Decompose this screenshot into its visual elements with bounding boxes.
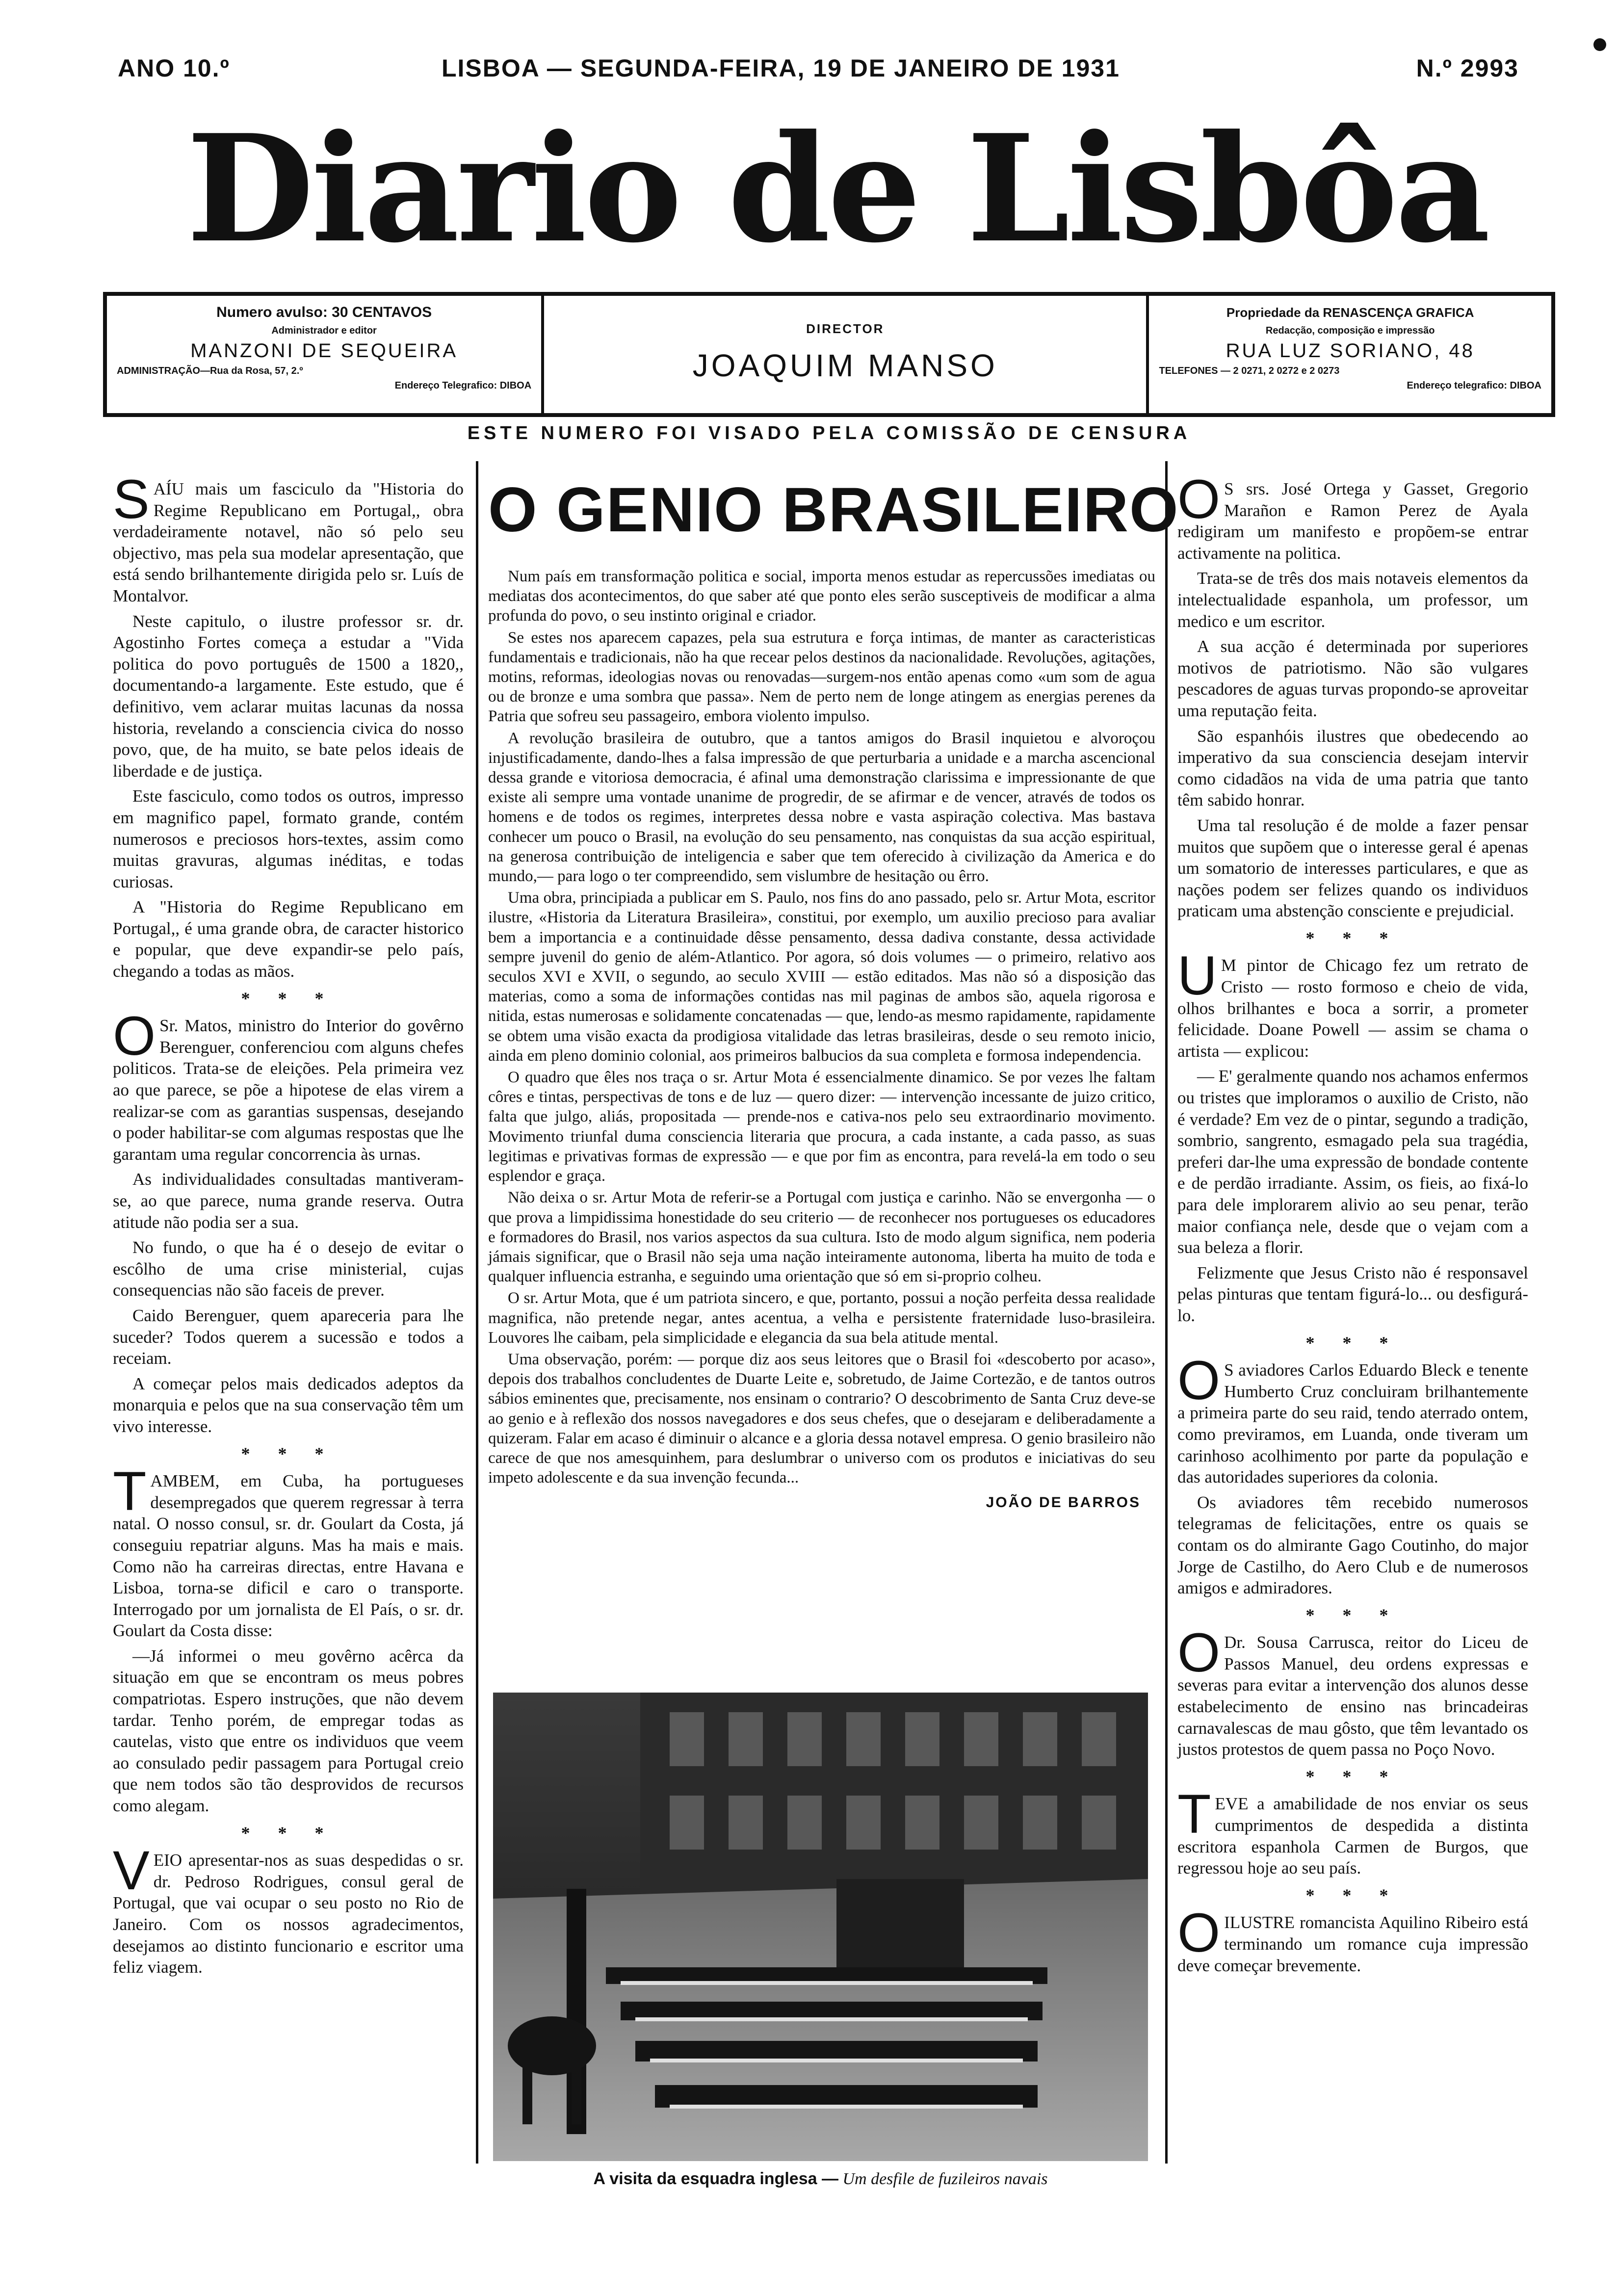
article-paragraph: Se estes nos aparecem capazes, pela sua estrutura e força intimas, de manter as caracteristicas fundamentais e tradicionais, não ha que recear pelos destinos da nacionalidade. Revoluções, agitações, motins, reformas, ideologias novas ou renovadas—surgem-nos então apenas como «um som de agua ou de bronze e uma sombra que passa». Nem de perto nem de longe atingem as energias perenes da Patria que sofreu seu passageiro, embora violento impulso.	[488, 628, 1155, 726]
news-photo	[493, 1693, 1148, 2161]
left-paragraph: No fundo, o que ha é o desejo de evitar o escôlho de uma crise ministerial, cujas consequencias não são faceis de prever.	[113, 1238, 464, 1300]
year-label: ANO 10.º	[118, 54, 230, 82]
right-paragraph: TEVE a amabilidade de nos enviar os seus cumprimentos de despedida a distinta escritora espanhola Carmen de Burgos, que regressou hoje ao seu país.	[1177, 1783, 1528, 1878]
article-signature: JOÃO DE BARROS	[986, 1494, 1141, 1511]
office-label: Redacção, composição e impressão	[1265, 325, 1435, 336]
caption-description: Um desfile de fuzileiros navais	[842, 2170, 1048, 2188]
info-middle	[541, 296, 1146, 413]
top-line	[118, 54, 1519, 88]
left-paragraph: Neste capitulo, o ilustre professor sr. dr. Agostinho Fortes começa a estudar a "Vida politica do povo português de 1500 a 1820,, documentando-a largamente. Este estudo, que é definitivo, vem aclarar muitas lacunas da nossa historia, revelando a consciencia civica do nosso povo, que, de ha muito, se bate pelos ideais de liberdade e de justiça.	[113, 611, 464, 781]
section-separator: * * *	[1305, 1885, 1400, 1905]
left-paragraph: OSr. Matos, ministro do Interior do govêrno Berenguer, conferenciou com alguns chefes politicos. Trata-se de eleições. Pela primeira vez ao que parece, se põe a hipotese de elas virem a realizar-se com as garantias suspensas, desejando o poder habilitar-se com algumas respostas que lhe garantam uma regular concorrencia às urnas.	[113, 1005, 464, 1164]
right-paragraph: Felizmente que Jesus Cristo não é responsavel pelas pinturas que tentam figurá-lo... ou desfigurá-lo.	[1177, 1263, 1528, 1325]
owner-line: Propriedade da RENASCENÇA GRAFICA	[1226, 305, 1474, 320]
ink-blot	[1593, 38, 1606, 51]
left-paragraph: SAÍU mais um fasciculo da "Historia do Regime Republicano em Portugal,, obra verdadeiramente notavel, não só pelo seu objectivo, mas pela sua modelar apresentação, que está sendo brilhantemente dirigida pelo sr. Luís de Montalvor.	[113, 469, 464, 605]
admin-name: MANZONI DE SEQUEIRA	[190, 340, 458, 362]
director-label: DIRECTOR	[806, 321, 885, 336]
left-paragraph: As individualidades consultadas mantiveram-se, ao que parece, numa grande reserva. Outra atitude não podia ser a sua.	[113, 1170, 464, 1232]
section-separator: * * *	[1305, 1332, 1400, 1353]
column-rule-left	[476, 461, 478, 2164]
dateline: LISBOA — SEGUNDA-FEIRA, 19 DE JANEIRO DE 1931	[442, 54, 1120, 82]
info-bar	[103, 292, 1555, 417]
article-paragraph: Uma obra, principiada a publicar em S. Paulo, nos fins do ano passado, pelo sr. Artur Mota, escritor ilustre, «Historia da Literatura Brasileira», constitui, por exemplo, um auxilio precioso para avaliar bem a importancia e a continuidade dêsse pensamento, dessa dadiva constante, dessa actividade sempre juvenil do genio de além-Atlantico. Por agora, só dois volumes — o primeiro, relativo aos seculos XVI e XVII, o segundo, ao seculo XVIII — estão editados. Mas não só a disposição das materias, como a soma de informações contidas nas mil paginas de ambos são, aquela rigorosa e nitida, estas numerosas e solidamente concatenadas — que, lendo-as mesmo rapidamente, rapidamente se obtem uma visão exacta da prodigiosa vitalidade das letras brasileiras, desde o seu remoto inicio, ainda em pleno dominio colonial, aos primeiros balbucios da sua completa e formosa independencia.	[488, 889, 1155, 1065]
article-paragraph: O quadro que êles nos traça o sr. Artur Mota é essencialmente dinamico. Se por vezes lhe faltam côres e tintas, perspectivas de tons e de luz — quero dizer: — intervenção incessante de juizo critico, falta que julgo, aliás, propositada — prende-nos e cativa-nos pelo seu extraordinario movimento. Movimento triunfal duma consciencia literaria que procura, a cada instante, a cada passo, as suas legitimas e privativas formas de expressão — e que por fim as encontra, para revelá-la em todo o seu esplendor e graça.	[488, 1069, 1155, 1185]
right-paragraph: UM pintor de Chicago fez um retrato de Cristo — rosto formoso e cheio de vida, olhos brilhantes e boca a sorrir, a prometer felicidade. Doane Powell — assim se chama o artista — explicou:	[1177, 945, 1528, 1061]
article-body	[488, 567, 1155, 1487]
left-column	[113, 469, 464, 1982]
article-paragraph: Uma observação, porém: — porque diz aos seus leitores que o Brasil foi «descoberto por acaso», depois dos trabalhos concludentes de Duarte Leite e, sobretudo, de Jaime Cortezão, e de tantos outros sábios eminentes que, precisamente, nos ensinam o contrario? O descobrimento de Santa Cruz deve-se ao genio e à reflexão dos nossos navegadores e dos seus chefes, que o desejaram e deliberadamente a quizeram. Falar em acaso é diminuir o alcance e a gloria dessa notavel empresa. O genio brasileiro não carece de que nos amesquinhem, para deslumbrar o universo com os produtos e iniciativas do seu impeto adolescente e da sua invenção fecunda...	[488, 1350, 1155, 1487]
admin-label: Administrador e editor	[271, 325, 377, 336]
section-separator: * * *	[241, 1823, 336, 1843]
left-paragraph: A "Historia do Regime Republicano em Portugal,, é uma grande obra, de caracter historico e popular, que deve expandir-se pelo país, chegando a todas as mãos.	[113, 897, 464, 981]
issue-number: N.º 2993	[1416, 54, 1519, 82]
office-telegraph: Endereço telegrafico: DIBOA	[1407, 380, 1541, 391]
article-paragraph: O sr. Artur Mota, que é um patriota sincero, e que, portanto, possui a noção perfeita dessa realidade magnifica, não pretende negar, antes acentua, a velha e persistente fraternidade luso-brasileira. Louvores lhe caibam, pela simplicidade e elegancia da sua bela atitude mental.	[488, 1289, 1155, 1347]
left-paragraph: Caido Berenguer, quem apareceria para lhe suceder? Todos querem a sucessão e todos a receiam.	[113, 1305, 464, 1368]
article-paragraph: A revolução brasileira de outubro, que a tantos amigos do Brasil inquietou e alvoroçou injustificadamente, dando-lhes a falsa impressão de que perturbaria a unidade e a marcha ascencional dessa grande e vitoriosa democracia, é afinal uma demonstração clarissima e impressionante de que existe ali sempre uma vontade unanime de progredir, de se afirmar e de vencer, através de todos os homens e de todos os regimes, interpretes dessa nobre e vasta aspiração colectiva. Mas bastava conhecer um pouco o Brasil, na evolução do seu pensamento, nas conquistas da sua acção espiritual, na generosa contribuição de inteligencia e saber que tem oferecido à civilização da America e do mundo,— para logo o ter compreendido, sem vislumbre de hesitação ou êrro.	[488, 729, 1155, 886]
photo-caption	[493, 2169, 1148, 2189]
right-paragraph: Os aviadores têm recebido numerosos telegramas de felicitações, entre os quais se contam os do almirante Gago Coutinho, do major Jorge de Castilho, do Aero Club e de numerosos amigos e admiradores.	[1177, 1492, 1528, 1598]
price-line: Numero avulso: 30 CENTAVOS	[216, 304, 432, 320]
right-paragraph: OS aviadores Carlos Eduardo Bleck e tenente Humberto Cruz concluiram brilhantemente a primeira parte do seu raid, tendo aterrado ontem, como previramos, em Luanda, onde tiveram um carinhoso acolhimento por parte da população e das autoridades superiores da colonia.	[1177, 1350, 1528, 1487]
center-article	[488, 473, 1179, 1511]
left-paragraph: —Já informei o meu govêrno acêrca da situação em que se encontram os meus pobres compatriotas. Espero instruções, que não devem tardar. Tenho porém, de empregar todas as cautelas, visto que entre os individuos que veem ao consulado pedir passagem para Portugal creio que nem todos são tão desprovidos de recursos como alegam.	[113, 1646, 464, 1816]
caption-title: A visita da esquadra inglesa —	[593, 2169, 838, 2188]
section-separator: * * *	[1305, 1766, 1400, 1786]
right-paragraph: OS srs. José Ortega y Gasset, Gregorio Marañon e Ramon Perez de Ayala redigiram um manifesto e propõem-se entrar activamente na politica.	[1177, 469, 1528, 563]
right-paragraph: OILUSTRE romancista Aquilino Ribeiro está terminando um romance cuja impressão deve começar brevemente.	[1177, 1902, 1528, 1975]
right-paragraph: A sua acção é determinada por superiores motivos de patriotismo. Não são vulgares pescadores de aguas turvas propondo-se aproveitar uma reputação feita.	[1177, 637, 1528, 720]
phone-numbers: TELEFONES — 2 0271, 2 0272 e 2 0273	[1159, 365, 1340, 376]
director-name: JOAQUIM MANSO	[692, 348, 998, 383]
right-column	[1177, 469, 1528, 1980]
article-paragraph: Num país em transformação politica e social, importa menos estudar as repercussões imediatas ou mediatas dos acontecimentos, do que saber até que ponto eles serão susceptiveis de modificar a alma profunda do povo, o seu instinto original e criador.	[488, 568, 1155, 625]
article-headline: O GENIO BRASILEIRO	[488, 475, 1179, 545]
article-paragraph: Não deixa o sr. Artur Mota de referir-se a Portugal com justiça e carinho. Não se envergonha — o que prova a limpidissima honestidade do seu criterio — de reconhecer nos portugueses os educadores e formadores do Brasil, nos varios aspectos da sua cultura. Isto de modo algum significa, nem poderia jámais significar, que o Brasil não seja uma nação inteiramente autonoma, liberta ha muito de toda e qualquer influencia estranha, e seguindo uma orientação que só em si-proprio colheu.	[488, 1189, 1155, 1286]
section-separator: * * *	[241, 988, 336, 1008]
masthead-title: Diario de Lisbôa	[186, 102, 1488, 275]
info-right	[1146, 296, 1551, 413]
admin-address: ADMINISTRAÇÃO—Rua da Rosa, 57, 2.º	[117, 365, 303, 376]
section-separator: * * *	[1305, 928, 1400, 948]
right-paragraph: — E' geralmente quando nos achamos enfermos ou tristes que imploramos o auxilio de Cristo, não é verdade? Em vez de o pintar, segundo a tradição, sombrio, sangrento, esmagado pela sua tragédia, preferi dar-lhe uma expressão de bondade contente e de perdão irradiante. Assim, os fieis, ao fixá-lo para dele implorarem alivio ao seu penar, terão maior confiança nele, desde que o vejam com a sua beleza a florir.	[1177, 1067, 1528, 1257]
section-separator: * * *	[241, 1443, 336, 1463]
column-rule-right	[1165, 461, 1168, 2164]
right-paragraph: Uma tal resolução é de molde a fazer pensar muitos que supõem que o interesse geral é apenas um somatorio de interesses particulares, e que as nações podem ser felizes quando os individuos praticam uma abstenção consciente e prejudicial.	[1177, 815, 1528, 921]
admin-telegraph: Endereço Telegrafico: DIBOA	[394, 380, 532, 391]
left-paragraph: VEIO apresentar-nos as suas despedidas o sr. dr. Pedroso Rodrigues, consul geral de Portugal, que vai ocupar o seu posto no Rio de Janeiro. Com os nossos agradecimentos, desejamos ao distinto funcionario e escritor uma feliz viagem.	[113, 1840, 464, 1977]
info-left	[107, 296, 541, 413]
right-paragraph: Trata-se de três dos mais notaveis elementos da intelectualidade espanhola, um professor, um medico e um escritor.	[1177, 569, 1528, 631]
left-paragraph: TAMBEM, em Cuba, ha portugueses desempregados que querem regressar à terra natal. O nosso consul, sr. dr. Goulart da Costa, já conseguiu repatriar alguns. Mas ha mais e mais. Como não ha carreiras directas, entre Havana e Lisboa, torna-se dificil e caro o transporte. Interrogado por um jornalista de El País, o sr. dr. Goulart da Costa disse:	[113, 1461, 464, 1641]
left-paragraph: Este fasciculo, como todos os outros, impresso em magnifico papel, formato grande, contém numerosos e preciosos hors-textes, assim como muitas gravuras, algumas inéditas, e todas curiosas.	[113, 786, 464, 891]
censorship-notice: ESTE NUMERO FOI VISADO PELA COMISSÃO DE CENSURA	[467, 423, 1191, 444]
right-paragraph: São espanhóis ilustres que obedecendo ao imperativo da sua consciencia desejam intervir como cidadãos na vida de uma patria que tanto têm sabido honrar.	[1177, 726, 1528, 810]
office-street: RUA LUZ SORIANO, 48	[1226, 340, 1475, 362]
left-paragraph: A começar pelos mais dedicados adeptos da monarquia e pelos que na sua conservação têm um vivo interesse.	[113, 1374, 464, 1436]
section-separator: * * *	[1305, 1605, 1400, 1625]
right-paragraph: ODr. Sousa Carrusca, reitor do Liceu de Passos Manuel, deu ordens expressas e severas para evitar a intervenção dos alunos desse estabelecimento de ensino nas brincadeiras carnavalescas de mau gôsto, que têm levantado os justos protestos de quem passa no Poço Novo.	[1177, 1622, 1528, 1759]
